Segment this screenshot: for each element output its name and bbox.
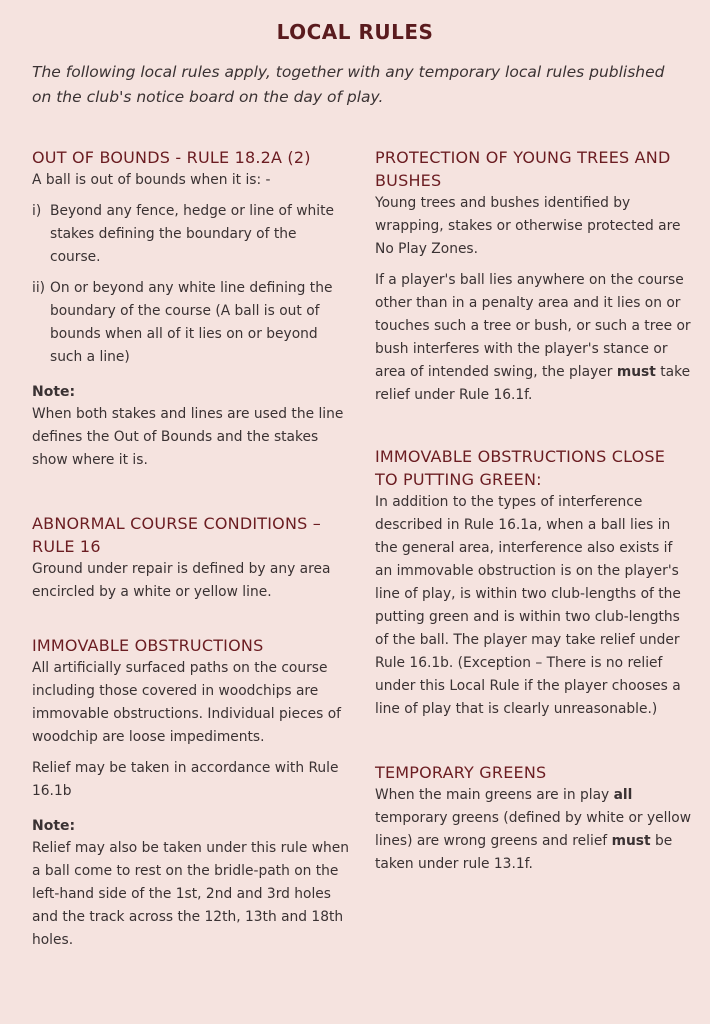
close-obstructions-heading: IMMOVABLE OBSTRUCTIONS CLOSE TO PUTTING GREEN:: [375, 447, 666, 489]
temporary-greens-text: When the main greens are in play all temporary greens (defined by white or yellow lines) are wrong greens and relief must be taken under rule 13.1f.: [375, 787, 692, 872]
oob-note-text: When both stakes and lines are used the line defines the Out of Bounds and the stakes show where it is.: [32, 406, 344, 468]
must-emphasis: must: [616, 364, 656, 380]
close-obstructions-text: In addition to the types of interference described in Rule 16.1a, when a ball lies in the general area, interference also exists if an immovable obstruction is on the player's line of play, is within two club-lengths of the putting green and is within two club-lengths of the ball. The player may take relief under Rule 16.1b. (Exception – There is no relief under this Local Rule if the player chooses a line of play that is clearly unreasonable.): [375, 494, 681, 717]
trees-text: Young trees and bushes identified by wrapping, stakes or otherwise protected are No Play Zones.: [375, 195, 681, 257]
oob-lead: A ball is out of bounds when it is: -: [32, 172, 271, 188]
immovable-text: All artificially surfaced paths on the course including those covered in woodchips are immovable obstructions. Individual pieces of woodchip are loose impediments.: [32, 660, 342, 745]
oob-item-1-num: i): [32, 203, 42, 219]
must-emphasis-2: must: [611, 833, 651, 849]
oob-item-1: [32, 200, 350, 269]
oob-note-label: Note:: [32, 384, 76, 400]
left-column: [32, 146, 350, 952]
abnormal-heading: ABNORMAL COURSE CONDITIONS – RULE 16: [32, 514, 321, 556]
immovable-note-text: Relief may also be taken under this rule when a ball come to rest on the bridle-path on the left-hand side of the 1st, 2nd and 3rd holes and the track across the 12th, 13th and 18th holes.: [32, 840, 349, 948]
immovable-heading: IMMOVABLE OBSTRUCTIONS: [32, 636, 264, 655]
trees-heading: PROTECTION OF YOUNG TREES AND BUSHES: [375, 148, 671, 190]
immovable-note-label: Note:: [32, 818, 76, 834]
oob-heading: OUT OF BOUNDS - RULE 18.2A (2): [32, 148, 311, 167]
abnormal-text: Ground under repair is defined by any area encircled by a white or yellow line.: [32, 561, 331, 600]
oob-item-2: [32, 277, 350, 369]
oob-item-2-num: ii): [32, 280, 46, 296]
temporary-greens-heading: TEMPORARY GREENS: [375, 763, 547, 782]
all-emphasis: all: [613, 787, 633, 803]
page-title: LOCAL RULES: [276, 20, 434, 44]
oob-item-2-text: On or beyond any white line defining the boundary of the course (A ball is out of bounds when all of it lies on or beyond such a line): [50, 280, 333, 365]
oob-item-1-text: Beyond any fence, hedge or line of white stakes defining the boundary of the course.: [50, 203, 334, 265]
immovable-relief: Relief may be taken in accordance with Rule 16.1b: [32, 760, 339, 799]
trees-text-2: If a player's ball lies anywhere on the course other than in a penalty area and it lies on or touches such a tree or bush, or such a tree or bush interferes with the player's stance or area of intended swing, the player must take relief under Rule 16.1f.: [375, 272, 691, 403]
right-column: [375, 146, 693, 876]
intro-text: The following local rules apply, together with any temporary local rules published on the club's notice board on the day of play.: [32, 63, 665, 106]
